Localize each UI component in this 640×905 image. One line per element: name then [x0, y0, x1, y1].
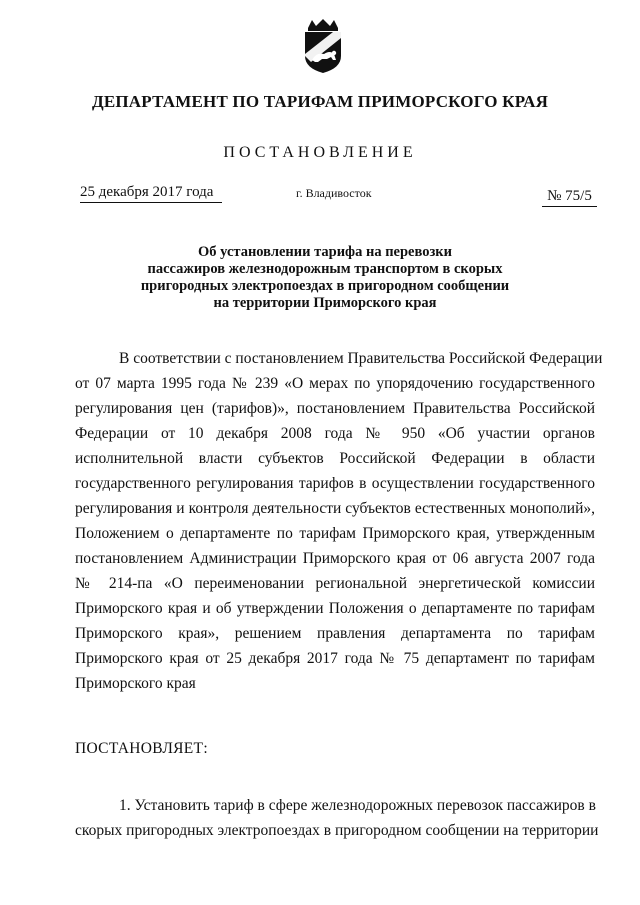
department-title: ДЕПАРТАМЕНТ ПО ТАРИФАМ ПРИМОРСКОГО КРАЯ [91, 92, 549, 111]
subject-line: пассажиров железнодорожным транспортом в скорых [147, 261, 503, 277]
preamble-line: постановлением Администрации Приморского края от 06 августа 2007 года [75, 550, 595, 567]
item-line: 1. Установить тариф в сфере железнодорожных перевозок пассажиров в [119, 797, 596, 814]
preamble-line: В соответствии с постановлением Правительства Российской Федерации [119, 350, 603, 367]
preamble-line: Приморского края», решением правления департамента по тарифам [75, 625, 595, 642]
preamble-line: от 07 марта 1995 года № 239 «О мерах по упорядочению государственного [75, 375, 595, 392]
resolution-item-1 [75, 793, 599, 843]
document-type: ПОСТАНОВЛЕНИЕ [223, 144, 417, 161]
item-line: скорых пригородных электропоездах в пригородном сообщении на территории [75, 822, 599, 839]
preamble-line: Положением о департаменте по тарифам Приморского края, утвержденным [75, 525, 595, 542]
document-number: № 75/5 [542, 188, 597, 207]
resolves-heading: ПОСТАНОВЛЯЕТ: [75, 740, 208, 757]
preamble-line: Приморского края от 25 декабря 2017 года № 75 департамент по тарифам [75, 650, 595, 667]
preamble-line: государственного регулирования тарифов в осуществлении государственного [75, 475, 595, 492]
document-date: 25 декабря 2017 года [80, 184, 222, 203]
document-subject [110, 244, 540, 312]
preamble-line: регулирования цен (тарифов)», постановлением Правительства Российской [75, 400, 595, 417]
subject-line: Об установлении тарифа на перевозки [198, 244, 452, 260]
subject-line: пригородных электропоездах в пригородном сообщении [140, 278, 510, 294]
preamble-line: Приморского края и об утверждении Положения о департаменте по тарифам [75, 600, 595, 617]
document-city: г. Владивосток [296, 186, 372, 200]
preamble-line: Приморского края [75, 675, 196, 692]
preamble-line: регулирования и контроля деятельности субъектов естественных монополий», [75, 500, 595, 517]
preamble-line: Федерации от 10 декабря 2008 года № 950 «Об участии органов [75, 425, 595, 442]
preamble-line: № 214-па «О переименовании региональной энергетической комиссии [75, 575, 595, 592]
preamble-line: исполнительной власти субъектов Российской Федерации в области [75, 450, 595, 467]
subject-line: на территории Приморского края [213, 295, 437, 311]
preamble-paragraph [75, 346, 603, 696]
primorsky-krai-coat-of-arms-icon [300, 18, 346, 74]
